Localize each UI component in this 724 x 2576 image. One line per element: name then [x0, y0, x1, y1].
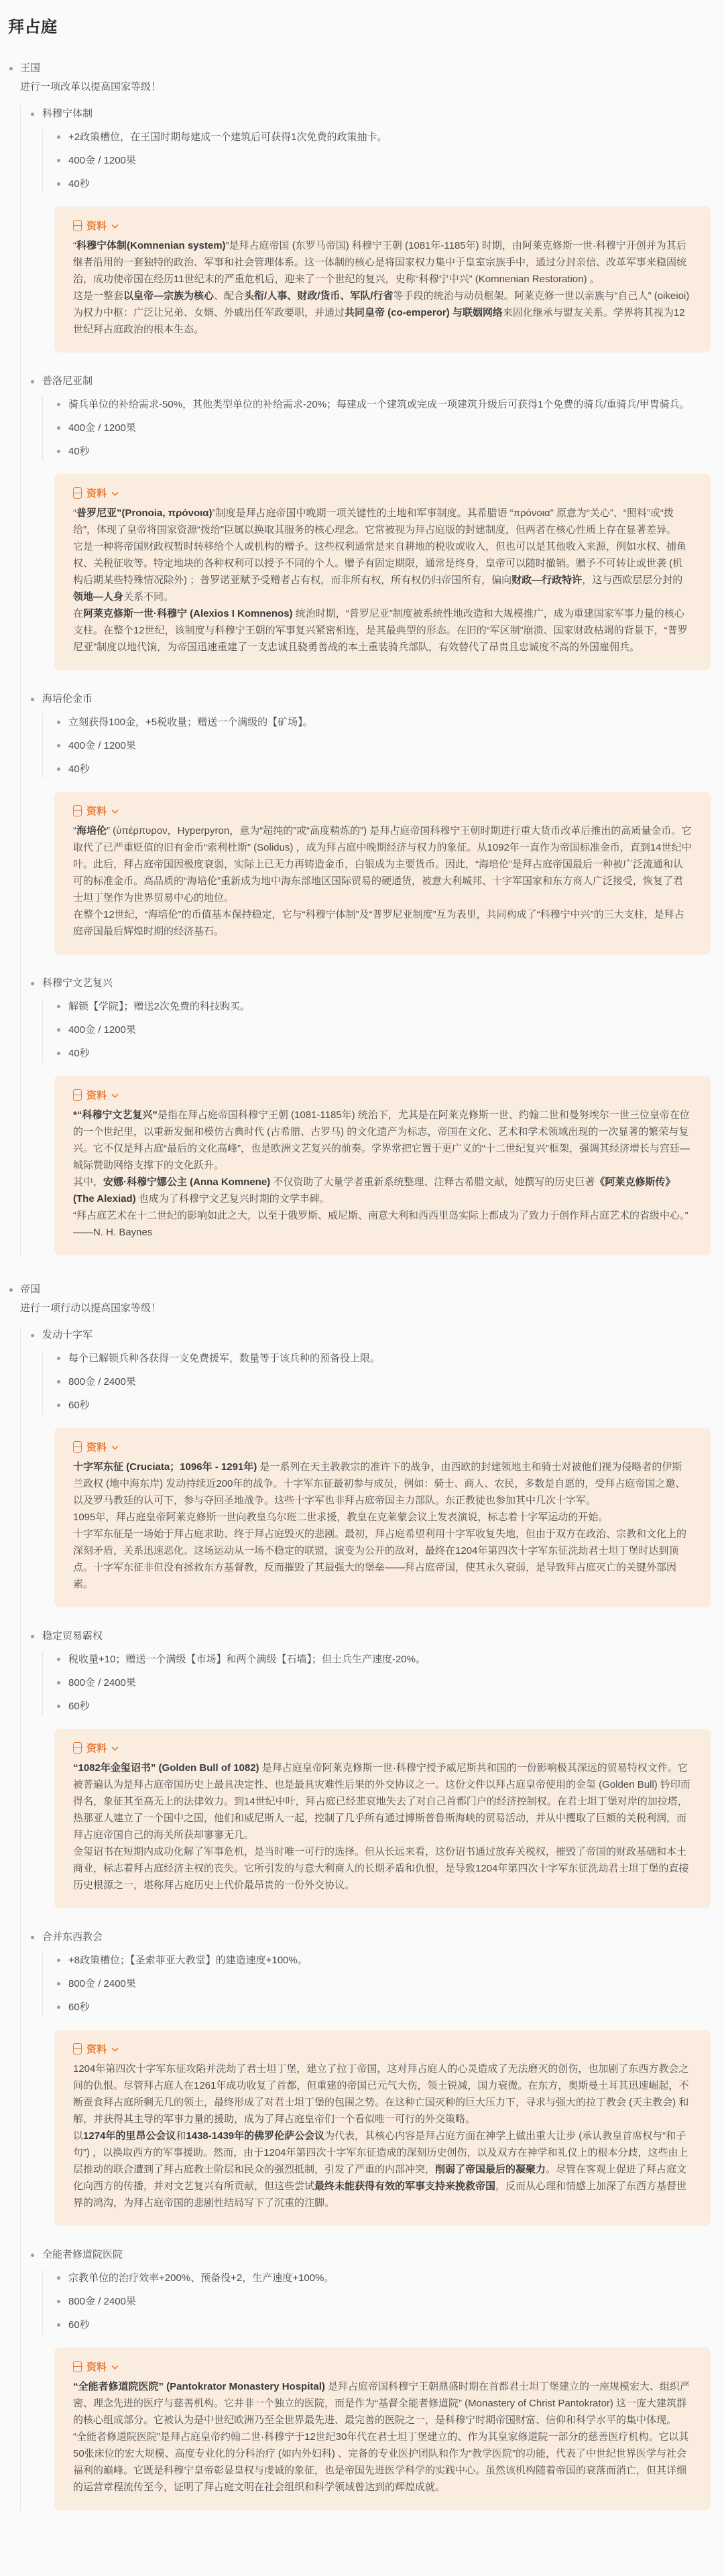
- effect-list: [42, 1651, 711, 1715]
- reform-item: [21, 1928, 711, 2226]
- reform-name: 科穆宁文艺复兴: [42, 977, 113, 989]
- info-paragraph: 1204年第四次十字军东征攻陷并洗劫了君士坦丁堡，建立了拉丁帝国，这对拜占庭人的心灵造成了无法磨灭的创伤，也加剧了东西方教会之间的仇恨。尽管拜占庭人在1261年成功收复了首都，但重建的帝国已元气大伤，领土锐减，国力衰微。在东方，奥斯曼土耳其迅速崛起，不断蚕食拜占庭所剩无几的领土，最终形成了对君士坦丁堡的包围之势。在这种亡国灭种的巨大压力下，寻求与强大的拉丁教会 (天主教会) 和解，并获得其主导的军事力量的援助，成为了拜占庭皇帝们一个看似唯一可行的外交策略。: [73, 2063, 689, 2125]
- info-paragraph: “拜占庭艺术在十二世纪的影响如此之大，以至于俄罗斯、威尼斯、南意大利和西西里岛实际上都成为了致力于创作拜占庭艺术的省级中心。”——N. H. Baynes: [73, 1210, 688, 1238]
- bold-text: 领地—人身: [73, 591, 124, 603]
- info-paragraph: 1095年，拜占庭皇帝阿莱克修斯一世向教皇乌尔班二世求援，教皇在克莱蒙会议上发表演说，标志着十字军运动的开始。: [73, 1512, 609, 1523]
- document-icon: [73, 1441, 82, 1453]
- chevron-down-icon: [111, 1445, 119, 1451]
- bullet-icon: [57, 426, 60, 430]
- effect-text: 400金 / 1200果: [68, 740, 136, 751]
- bold-text: 财政—行政特许: [511, 574, 583, 586]
- effect-text: 800金 / 2400果: [68, 1376, 136, 1388]
- reform-list: [20, 105, 711, 1255]
- info-callout: [54, 792, 711, 955]
- reform-item: [21, 2246, 711, 2510]
- info-callout-toggle[interactable]: [73, 1440, 692, 1454]
- effect-text: 800金 / 2400果: [68, 1978, 136, 1989]
- effect-text: 宗教单位的治疗效率+200%、预备役+2，生产速度+100%。: [68, 2272, 335, 2284]
- effect-text: 800金 / 2400果: [68, 1677, 136, 1689]
- effect-item: [43, 1952, 711, 1969]
- bold-text: 普罗尼亚”(Pronoia, πρόνοια): [76, 507, 213, 519]
- info-paragraph: 在阿莱克修斯一世·科穆宁 (Alexios I Komnenos) 统治时期，“普罗尼亚”制度被系统性地改造和大规模推广，成为重建国家军事力量的核心支柱。在整个12世纪，该制度与科穆宁王朝的军事复兴紧密相连，是其最典型的形态。在旧的“军区制”崩溃、国家财政枯竭的背景下，“普罗尼亚”制度以地代饷，为帝国迅速重建了一支忠诚且骁勇善战的本土重装骑兵部队，有效替代了昂贵且忠诚度不高的外国雇佣兵。: [73, 608, 688, 653]
- reform-name: 科穆宁体制: [42, 108, 93, 119]
- effect-text: 60秒: [68, 1701, 90, 1712]
- reform-item: [21, 373, 711, 670]
- document-icon: [73, 805, 82, 816]
- info-callout: [54, 1428, 711, 1607]
- info-paragraph: *“科穆宁文艺复兴”是指在拜占庭帝国科穆宁王朝 (1081-1185年) 统治下，尤其是在阿莱克修斯一世、约翰二世和曼努埃尔一世三位皇帝在位的一个世纪里，以重新发掘和模仿古典时代 (古希腊、古罗马) 的文化遗产为标志，帝国在文化、艺术和学术领域出现的一次显著的繁荣与复兴。它不仅是拜占庭“最后的文化高峰”，也是欧洲文艺复兴的前奏。学界常把它置于更广义的“十二世纪复兴”框架，强调其经济增长与宫廷—城际赞助网络支撑下的文化跃升。: [73, 1109, 690, 1171]
- tier-description: 进行一项行动以提高国家等级！: [20, 1302, 162, 1314]
- effect-list: [42, 714, 711, 778]
- info-callout-label: 资料: [86, 1442, 107, 1453]
- bullet-icon: [57, 1681, 60, 1684]
- effect-list: [42, 1350, 711, 1414]
- effect-item: [43, 2293, 711, 2311]
- info-callout-label: 资料: [86, 488, 107, 499]
- info-paragraph: 金玺诏书在短期内成功化解了军事危机，是当时唯一可行的选择。但从长远来看，这份诏书通过放弃关税权，摧毁了帝国的财政基础和本土商业，标志着拜占庭经济主权的丧失。它所引发的与意大利商人的长期矛盾和仇恨，是导致1204年第四次十字军东征洗劫君士坦丁堡的直接历史根源之一，堪称拜占庭历史上代价最昂贵的一份外交协议。: [73, 1846, 689, 1891]
- bullet-icon: [57, 1705, 60, 1708]
- bullet-icon: [31, 982, 34, 985]
- effect-item: [43, 1698, 711, 1715]
- bullet-icon: [57, 2276, 60, 2280]
- bullet-icon: [31, 380, 34, 383]
- chevron-down-icon: [111, 1746, 119, 1752]
- effect-text: 税收量+10；赠送一个满级【市场】和两个满级【石墙】；但士兵生产速度-20%。: [68, 1654, 426, 1665]
- bullet-icon: [57, 2006, 60, 2009]
- reform-name: 普洛尼亚制: [42, 375, 93, 387]
- info-callout-label: 资料: [86, 806, 107, 817]
- effect-item: [43, 2270, 711, 2287]
- info-paragraph: “全能者修道院医院”是拜占庭皇帝约翰二世·科穆宁于12世纪30年代在君士坦丁堡建立的、作为其皇家修道院一部分的慈善医疗机构。它以其50张床位的宏大规模、高度专业化的分科治疗 (如内外妇科) 、完备的专业医护团队和作为“教学医院”的功能，代表了中世纪世界医学与社会福利的巅峰。它既是科穆宁皇帝彰显皇权与虔诚的象征，也是帝国先进医学科学的实践中心。虽然该机构随着帝国的衰落而消亡，但其详细的运营章程流传至今，证明了拜占庭文明在社会组织和科学领域曾达到的辉煌成就。: [73, 2431, 689, 2493]
- info-callout-body: [73, 505, 692, 656]
- bold-text: 十字军东征 (Cruciata；1096年 - 1291年): [73, 1461, 257, 1473]
- effect-item: [43, 152, 711, 170]
- effect-text: 立刻获得100金，+5税收量；赠送一个满级的【矿场】。: [68, 717, 313, 728]
- bullet-icon: [31, 2254, 34, 2257]
- bullet-icon: [31, 698, 34, 701]
- bullet-icon: [57, 768, 60, 771]
- info-callout-label: 资料: [86, 221, 107, 232]
- document-icon: [73, 220, 82, 231]
- effect-text: 40秒: [68, 178, 90, 190]
- bullet-icon: [57, 1028, 60, 1032]
- bullet-icon: [57, 721, 60, 724]
- effect-item: [43, 1397, 711, 1414]
- effect-item: [43, 1674, 711, 1692]
- effect-text: 800金 / 2400果: [68, 2296, 136, 2307]
- bold-text: 1274年的里昂公会议: [83, 2130, 176, 2142]
- info-paragraph: 十字军东征是一场始于拜占庭求助、终于拜占庭毁灭的悲剧。最初，拜占庭希望利用十字军收复失地，但由于双方在政治、宗教和文化上的深刻矛盾，关系迅速恶化。这场运动从一场不稳定的联盟，演变为公开的敌对，最终在1204年第四次十字军东征洗劫君士坦丁堡时达到顶点。十字军东征非但没有拯救东方基督教，反而摧毁了其最强大的堡垒——拜占庭帝国，使其永久衰弱，是导致拜占庭灭亡的关键外部因素。: [73, 1528, 687, 1590]
- effect-text: 40秒: [68, 446, 90, 457]
- bold-text: *“科穆宁文艺复兴”: [73, 1109, 158, 1121]
- info-callout: [54, 2030, 711, 2226]
- info-callout-body: [73, 1760, 692, 1894]
- effect-text: 60秒: [68, 2319, 90, 2331]
- info-callout-label: 资料: [86, 2362, 107, 2373]
- info-paragraph: “全能者修道院医院” (Pantokrator Monastery Hospital) 是拜占庭帝国科穆宁王朝鼎盛时期在首都君士坦丁堡建立的一座规模宏大、组织严密、理念先进的医疗与慈善机构。它并非一个独立的医院，而是作为“基督全能者修道院” (Monastery of Christ Pantokrator) 这一庞大建筑群的核心组成部分。它被认为是中世纪欧洲乃至全世界最先进、最完善的医院之一，是科穆宁时期帝国财富、信仰和科学水平的集中体现。: [73, 2381, 690, 2426]
- info-paragraph: 它是一种将帝国财政权暂时转移给个人或机构的赠予。这些权利通常是来自耕地的税收或收入，但也可以是其他收入来源，例如水权、捕鱼权、关税征收等。特定地块的各种权利可以授予不同的个人。赠予有固定期限，通常是终身，皇帝可以随时撤销。赠予不可转让或世袭 (机构后期某些特殊情况除外) ；普罗诺亚赋予受赠者占有权，而非所有权，所有权仍归帝国所有，偏向财政—行政特许，这与西欧层层分封的领地—人身关系不同。: [73, 541, 687, 603]
- bullet-icon: [57, 1380, 60, 1384]
- effect-text: 解锁【学院】；赠送2次免费的科技购买。: [68, 1001, 250, 1012]
- effect-item: [43, 176, 711, 193]
- effect-text: 60秒: [68, 1400, 90, 1411]
- bullet-icon: [57, 1357, 60, 1360]
- chevron-down-icon: [111, 2047, 119, 2052]
- effect-text: 骑兵单位的补给需求-50%，其他类型单位的补给需求-20%；每建成一个建筑或完成一项建筑升级后可获得1个免费的骑兵/重骑兵/甲胄骑兵。: [68, 399, 690, 410]
- effect-text: 400金 / 1200果: [68, 1024, 136, 1036]
- bold-text: 头衔/人事、财政/货币、军队/行省: [244, 290, 394, 302]
- info-callout: [54, 1076, 711, 1255]
- effect-item: [43, 1373, 711, 1391]
- reform-item: [21, 690, 711, 955]
- effect-text: 每个已解锁兵种各获得一支免费援军，数量等于该兵种的预备役上限。: [68, 1353, 381, 1364]
- bullet-icon: [57, 182, 60, 186]
- effect-item: [43, 1350, 711, 1367]
- effect-text: +2政策槽位，在王国时期每建成一个建筑后可获得1次免费的政策抽卡。: [68, 131, 387, 143]
- document-icon: [73, 1089, 82, 1101]
- info-paragraph: “科穆宁体制(Komnenian system)”是拜占庭帝国 (东罗马帝国) 科穆宁王朝 (1081年-1185年) 时期，由阿莱克修斯一世·科穆宁开创并为其后继者沿用的一套独特的政治、军事和社会管理体系。这一体制的核心是将国家权力集中于皇室宗族手中，通过分封亲信、改革军事来稳固统治，成功使帝国在经历11世纪末的严重危机后，迎来了一个世纪的复兴，史称“科穆宁中兴” (Komnenian Restoration) 。: [73, 240, 687, 285]
- document-icon: [73, 1742, 82, 1754]
- page-title: 拜占庭: [8, 18, 58, 36]
- tier-item: [7, 60, 711, 1255]
- info-callout-body: [73, 2378, 692, 2496]
- bullet-icon: [57, 1404, 60, 1407]
- bullet-icon: [57, 450, 60, 453]
- bullet-icon: [57, 135, 60, 139]
- effect-item: [43, 129, 711, 146]
- info-callout-body: [73, 2061, 692, 2211]
- info-callout-body: [73, 822, 692, 940]
- info-paragraph: 其中，安娜·科穆宁娜公主 (Anna Komnene) 不仅资助了大量学者重新系统整理、注释古希腊文献，她撰写的历史巨著《阿莱克修斯传》 (The Alexiad) 也成为了科穆宁文艺复兴时期的文学丰碑。: [73, 1176, 676, 1205]
- bold-text: 科穆宁体制(Komnenian system): [76, 240, 226, 251]
- effect-item: [43, 1045, 711, 1062]
- effect-text: 40秒: [68, 763, 90, 775]
- info-callout-body: [73, 1459, 692, 1593]
- bold-text: 最终未能获得有效的军事支持来挽救帝国: [314, 2181, 496, 2192]
- info-paragraph: 以1274年的里昂公会议和1438-1439年的佛罗伦萨公会议为代表，其核心内容是拜占庭方面在神学上做出重大让步 (承认教皇首席权与“和子句”) ，以换取西方的军事援助。然而，由于1204年第四次十字军东征造成的深刻历史创伤，以及双方在神学和礼仪上的根本分歧，这些由上层推动的联合遭到了拜占庭教士阶层和民众的强烈抵制，引发了严重的内部冲突，削弱了帝国最后的凝聚力。尽管在客观上促进了拜占庭文化向西方的传播，并对文艺复兴有所贡献，但这些尝试最终未能获得有效的军事支持来挽救帝国，反而从心理和情感上加深了东西方基督世界的鸿沟，为拜占庭帝国的悲剧性结局写下了沉重的注脚。: [73, 2130, 688, 2209]
- tier-label: 帝国: [20, 1284, 41, 1295]
- chevron-down-icon: [111, 491, 119, 497]
- effect-item: [43, 1999, 711, 2016]
- info-callout: [54, 2347, 711, 2510]
- chevron-down-icon: [111, 809, 119, 814]
- reform-item: [21, 975, 711, 1255]
- bullet-icon: [57, 1052, 60, 1055]
- effect-item: [43, 2317, 711, 2334]
- tier-label: 王国: [20, 62, 41, 74]
- effect-item: [43, 1022, 711, 1039]
- chevron-down-icon: [111, 1093, 119, 1099]
- effect-item: [43, 1975, 711, 1993]
- bullet-icon: [31, 1334, 34, 1337]
- info-callout-label: 资料: [86, 1090, 107, 1101]
- effect-list: [42, 2270, 711, 2334]
- info-paragraph: “普罗尼亚”(Pronoia, πρόνοια)”制度是拜占庭帝国中晚期一项关键性的土地和军事制度。其希腊语 “πρόνοια” 原意为“关心”、“照料”或“拨给”，体现了皇帝将国家资源“拨给”臣属以换取其服务的核心理念。它常被视为拜占庭版的封建制度，但两者在核心性质上存在显著差异。: [73, 507, 676, 536]
- reform-list: [20, 1327, 711, 2510]
- info-callout-toggle[interactable]: [73, 219, 692, 233]
- info-callout-toggle[interactable]: [73, 486, 692, 500]
- info-callout-toggle[interactable]: [73, 804, 692, 818]
- info-paragraph: “1082年金玺诏书” (Golden Bull of 1082) 是拜占庭皇帝阿莱克修斯一世·科穆宁授予威尼斯共和国的一份影响极其深远的贸易特权文件。它被普遍认为是拜占庭帝国历史上最具决定性、也是最具灾难性后果的外交协议之一。这份文件以拜占庭皇帝使用的金玺 (Golden Bull) 钤印而得名，象征其至高无上的法律效力。到14世纪中叶，拜占庭已经悲哀地失去了对自己首都门户的经济控制权。在君士坦丁堡对岸的加拉塔，热那亚人建立了一个国中之国，他们和威尼斯人一起，控制了几乎所有通过博斯普鲁斯海峡的贸易活动，并从中攫取了巨额的关税利润，而拜占庭帝国自己的海关所获却寥寥无几。: [73, 1762, 690, 1841]
- effect-item: [43, 443, 711, 461]
- effect-item: [43, 998, 711, 1016]
- bold-text: 海培伦: [76, 825, 107, 837]
- bold-text: 安娜·科穆宁娜公主 (Anna Komnene): [103, 1176, 271, 1188]
- bold-text: 《阿莱克修斯传》 (The Alexiad): [73, 1176, 676, 1205]
- bold-text: 以皇帝—宗族为核心: [123, 290, 215, 302]
- tier-description: 进行一项改革以提高国家等级！: [20, 81, 162, 93]
- reform-name: 海培伦金币: [42, 693, 93, 704]
- bold-text: 阿莱克修斯一世·科穆宁 (Alexios I Komnenos): [83, 608, 293, 619]
- bullet-icon: [57, 159, 60, 162]
- info-callout: [54, 206, 711, 353]
- info-callout-body: [73, 237, 692, 338]
- effect-item: [43, 1651, 711, 1668]
- bullet-icon: [31, 1936, 34, 1939]
- info-callout-label: 资料: [86, 1743, 107, 1754]
- reform-item: [21, 105, 711, 353]
- info-paragraph: “海培伦” (ὑπέρπυρον，Hyperpyron，意为“超纯的”或“高度精炼的”) 是拜占庭帝国科穆宁王朝时期进行重大货币改革后推出的高质量金币。它取代了已严重贬值的旧有金币“索利杜斯” (Solidus) ，成为拜占庭中晚期经济与权力的象征。从1092年一直作为帝国标准金币，直到14世纪中叶。此后，拜占庭帝国因极度衰弱，实际上已无力再铸造金币，白银成为主要货币。因此，“海培伦”是拜占庭帝国最后一种被广泛流通和认可的标准金币。高品质的“海培伦”重新成为地中海东部地区国际贸易的硬通货，被意大利城邦、十字军国家和东方商人广泛接受，恢复了君士坦丁堡作为世界贸易中心的地位。: [73, 825, 692, 904]
- chevron-down-icon: [111, 224, 119, 229]
- reform-name: 发动十字军: [42, 1329, 93, 1341]
- bullet-icon: [57, 1658, 60, 1661]
- info-paragraph: 十字军东征 (Cruciata；1096年 - 1291年) 是一系列在天主教教宗的准许下的战争，由西欧的封建领地主和骑士对被他们视为侵略者的伊斯兰政权 (地中海东岸) 发动持续近200年的战争。十字军东征最初参与成员，例如：骑士、商人、农民，多数是自愿的，受拜占庭帝国之邀、以及罗马教廷的认可下，参与夺回圣地战争。这些十字军也非拜占庭帝国主力部队。东正教徒也参加其中几次十字军。: [73, 1461, 686, 1506]
- document-icon: [73, 2361, 82, 2372]
- effect-item: [43, 761, 711, 778]
- effect-list: [42, 396, 711, 461]
- tier-item: [7, 1281, 711, 2510]
- info-callout-toggle[interactable]: [73, 1741, 692, 1755]
- reform-name: 合并东西教会: [42, 1931, 103, 1943]
- reform-item: [21, 1628, 711, 1908]
- info-callout-toggle[interactable]: [73, 2042, 692, 2056]
- bullet-icon: [57, 403, 60, 406]
- effect-text: +8政策槽位；【圣索菲亚大教堂】的建造速度+100%。: [68, 1955, 308, 1966]
- bullet-icon: [31, 113, 34, 116]
- effect-list: [42, 998, 711, 1062]
- bullet-icon: [57, 2323, 60, 2327]
- info-callout-body: [73, 1107, 692, 1241]
- effect-text: 400金 / 1200果: [68, 422, 136, 434]
- document-icon: [73, 487, 82, 499]
- info-callout-toggle[interactable]: [73, 1088, 692, 1102]
- info-callout-toggle[interactable]: [73, 2359, 692, 2374]
- bold-text: “1082年金玺诏书” (Golden Bull of 1082): [73, 1762, 259, 1774]
- info-callout: [54, 474, 711, 670]
- bullet-icon: [57, 1959, 60, 1962]
- bullet-icon: [57, 2300, 60, 2303]
- bullet-icon: [57, 1982, 60, 1985]
- effect-text: 400金 / 1200果: [68, 155, 136, 166]
- bold-text: “全能者修道院医院” (Pantokrator Monastery Hospital): [73, 2381, 325, 2392]
- bullet-icon: [57, 1005, 60, 1008]
- chevron-down-icon: [111, 2365, 119, 2370]
- bold-text: 1438-1439年的佛罗伦萨公会议: [186, 2130, 325, 2142]
- effect-list: [42, 129, 711, 193]
- effect-item: [43, 714, 711, 731]
- bullet-icon: [31, 1635, 34, 1638]
- bold-text: 削弱了帝国最后的凝聚力: [435, 2164, 546, 2175]
- bullet-icon: [9, 1288, 13, 1292]
- effect-text: 60秒: [68, 2002, 90, 2013]
- info-callout: [54, 1729, 711, 1908]
- effect-item: [43, 737, 711, 755]
- effect-item: [43, 420, 711, 437]
- reform-name: 稳定贸易霸权: [42, 1630, 103, 1642]
- bullet-icon: [9, 67, 13, 70]
- reform-item: [21, 1327, 711, 1607]
- bullet-icon: [57, 744, 60, 747]
- info-callout-label: 资料: [86, 2044, 107, 2055]
- effect-list: [42, 1952, 711, 2016]
- document-icon: [73, 2043, 82, 2054]
- tier-list: [7, 60, 711, 2510]
- reform-name: 全能者修道院医院: [42, 2249, 123, 2260]
- info-paragraph: 这是一整套以皇帝—宗族为核心、配合头衔/人事、财政/货币、军队/行省等手段的统治与动员框架。阿莱克修一世以亲族与“自己人” (oikeioi) 为权力中枢：广泛让兄弟、女婿、外戚出任军政要职，并通过共同皇帝 (co-emperor) 与联姻网络来固化继承与盟友关系。学界将其视为12世纪拜占庭政治的根本生态。: [73, 290, 690, 335]
- effect-item: [43, 396, 711, 414]
- info-paragraph: 在整个12世纪，“海培伦”的币值基本保持稳定，它与“科穆宁体制”及“普罗尼亚制度”互为表里，共同构成了“科穆宁中兴”的三大支柱，是拜占庭帝国最后辉煌时期的经济基石。: [73, 909, 684, 937]
- effect-text: 40秒: [68, 1048, 90, 1059]
- bold-text: 共同皇帝 (co-emperor) 与联姻网络: [345, 307, 503, 318]
